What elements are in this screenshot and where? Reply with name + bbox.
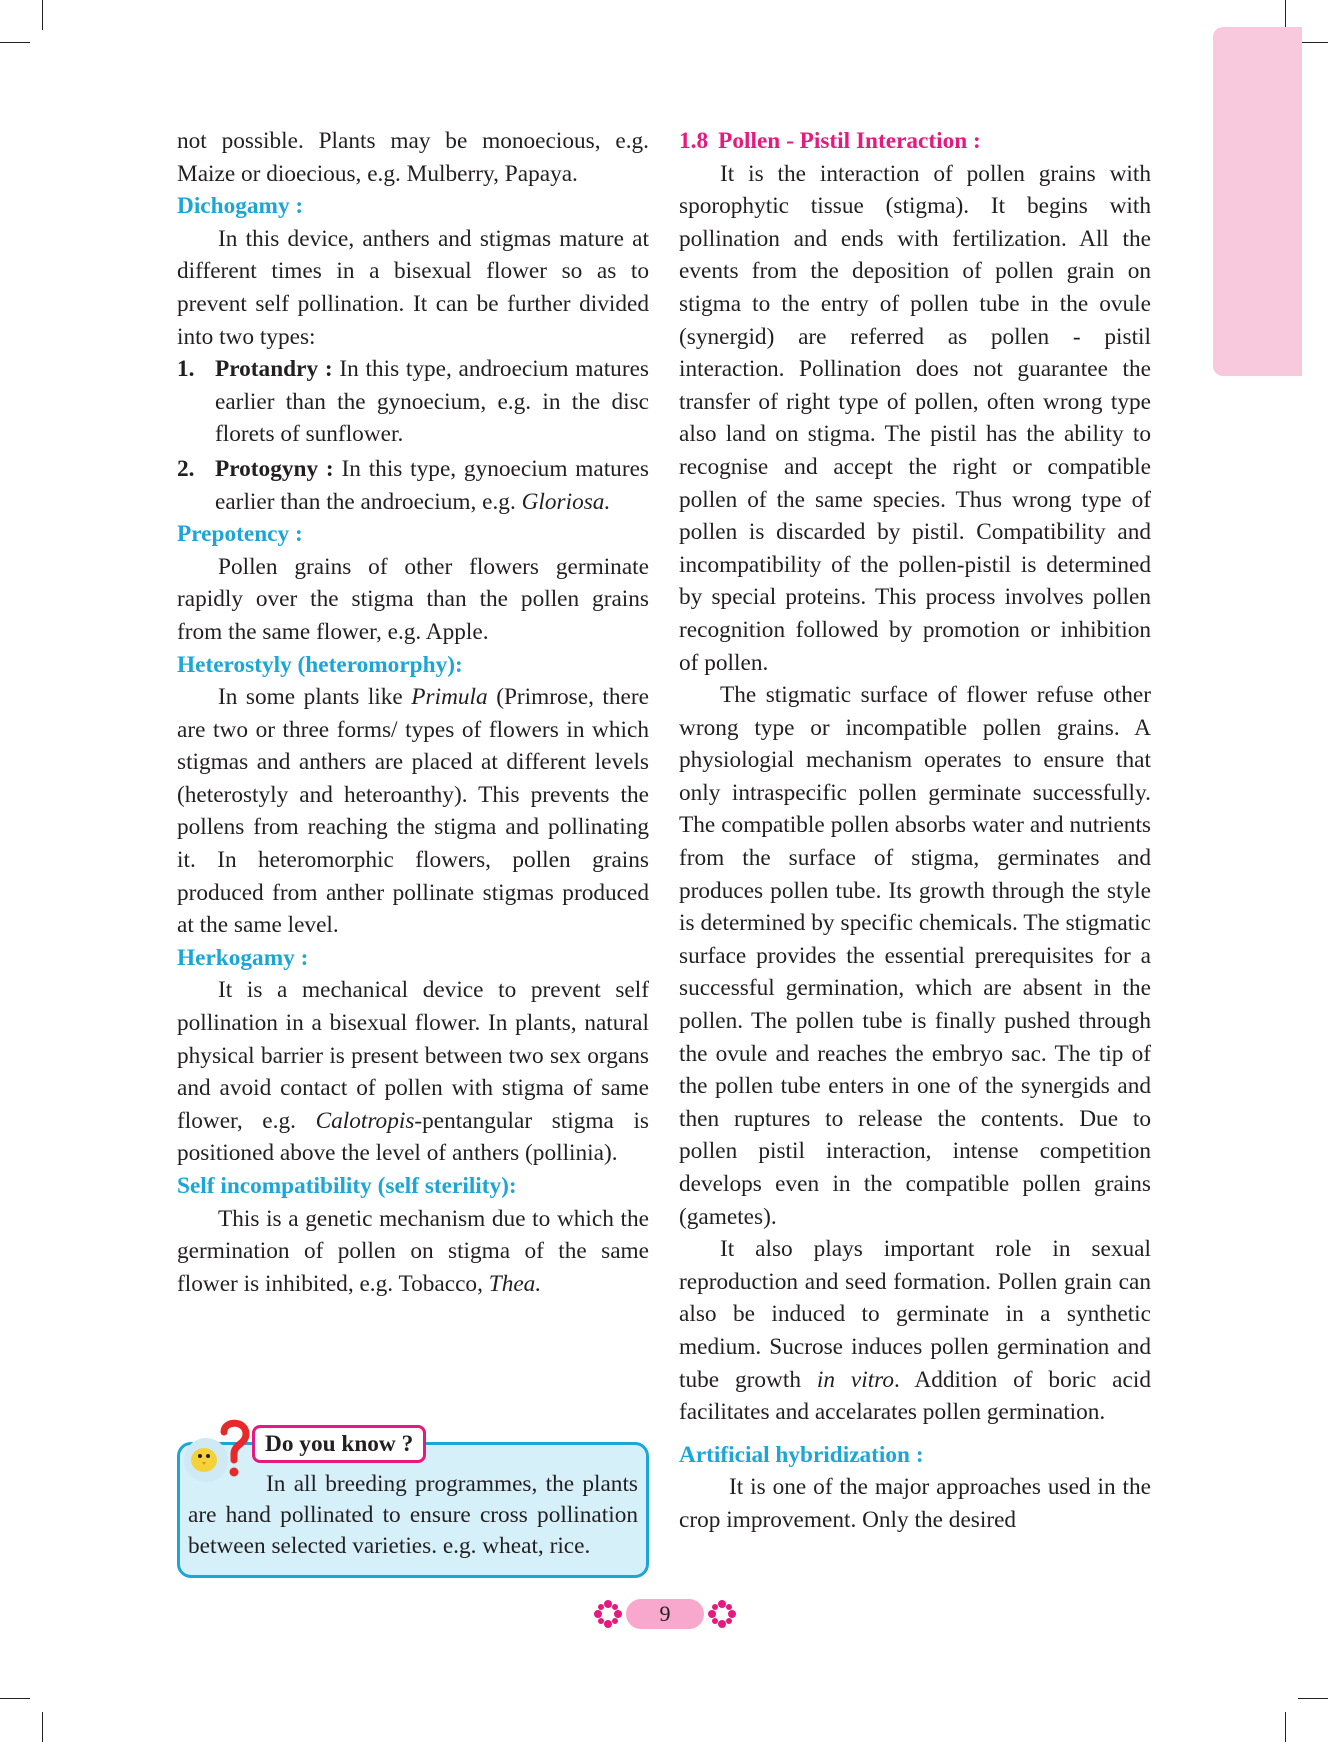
flower-ornament-icon [590, 1596, 626, 1632]
crop-mark [0, 1698, 30, 1699]
flower-ornament-icon [704, 1596, 740, 1632]
list-item-protogyny [177, 453, 649, 518]
do-you-know-text: In all breeding programmes, the plants are hand pollinated to ensure cross pollination between selected varieties. e.g. wheat, rice. [188, 1471, 638, 1559]
right-column [679, 125, 1151, 1537]
heading-artificial-hybridization: Artificial hybridization : [679, 1441, 924, 1468]
page-number-footer [590, 1592, 740, 1636]
herkogamy-paragraph: It is a mechanical device to prevent self pollination in a bisexual flower. In plants, natural physical barrier is present between two sex organs and avoid contact of pollen with stigma of same flower, e.g. Calotropis-pentangular stigma is positioned above the level of anthers (pollinia). [177, 977, 649, 1167]
protogyny-example: Gloriosa. [521, 488, 611, 515]
pollen-pistil-paragraph-2: The stigmatic surface of flower refuse other wrong type or incompatible pollen grains. A physiologial mechanism operates to ensure that only intraspecific pollen germinate successfully. The compatible pollen absorbs water and nutrients from the surface of stigma, germinates and produces pollen tube. Its growth through the style is determined by specific chemicals. The stigmatic surface provides the essential prerequisites for a successful germination, which are absent in the pollen. The pollen tube is finally pushed through the ovule and reaches the embryo sac. The tip of the pollen tube enters in one of the synergids and then ruptures to release the contents. Due to pollen pistil interaction, intense competition develops even in the compatible pollen grains (gametes). [679, 682, 1151, 1230]
section-number: 1.8 [679, 128, 709, 154]
self-incompatibility-paragraph: This is a genetic mechanism due to which the germination of pollen on stigma of the same flower is inhibited, e.g. Tobacco, Thea. [177, 1205, 649, 1297]
pollen-pistil-paragraph-3: It also plays important role in sexual reproduction and seed formation. Pollen grain can also be induced to germinate in a synthetic medium. Sucrose induces pollen germination and tube growth in vitro. Addition of boric acid facilitates and accelarates pollen germination. [679, 1236, 1151, 1426]
term-protandry: Protandry : [215, 356, 333, 383]
dichogamy-paragraph: In this device, anthers and stigmas mature at different times in a bisexual flower so as to prevent self pollination. It can be further divided into two types: [177, 225, 649, 350]
left-column [177, 125, 649, 1300]
chapter-side-tab [1213, 27, 1302, 376]
protogyny-text: In this type, gynoecium matures earlier than the androecium, e.g. [215, 455, 649, 515]
protandry-text: In this type, androecium matures earlier than the gynoecium, e.g. in the disc florets of sunflower. [215, 356, 649, 448]
heterostyly-paragraph: In some plants like Primula (Primrose, there are two or three forms/ types of flowers in which stigmas and anthers are placed at different levels (heterostyly and heteroanthy). This prevents the pollens from reaching the stigma and pollinating it. In heteromorphic flowers, pollen grains produced from anther pollinate stigmas produced at the same level. [177, 684, 649, 939]
list-number: 2. [177, 455, 195, 482]
section-title: Pollen - Pistil Interaction : [718, 128, 981, 154]
section-heading [679, 125, 1151, 158]
heading-self-incompatibility: Self incompatibility (self sterility): [177, 1173, 517, 1199]
crop-mark [1298, 1698, 1328, 1699]
heading-heterostyly: Heterostyly (heteromorphy): [177, 651, 463, 678]
crop-mark [1298, 42, 1328, 43]
list-item-protandry [177, 353, 649, 451]
crop-mark [42, 1712, 43, 1742]
list-number: 1. [177, 356, 195, 383]
crop-mark [42, 0, 43, 30]
crop-mark [1285, 0, 1286, 30]
crop-mark [0, 42, 30, 43]
dichogamy-list [177, 353, 649, 518]
chick-question-icon [182, 1410, 252, 1484]
crop-mark [1285, 1712, 1286, 1742]
heading-herkogamy: Herkogamy : [177, 944, 309, 971]
page-number: 9 [626, 1599, 704, 1629]
heading-dichogamy: Dichogamy : [177, 193, 304, 220]
artificial-hybridization-paragraph: It is one of the major approaches used in the crop improvement. Only the desired [679, 1474, 1151, 1533]
heading-prepotency: Prepotency : [177, 521, 303, 548]
term-protogyny: Protogyny : [215, 455, 334, 482]
do-you-know-box [172, 1410, 652, 1580]
intro-paragraph: not possible. Plants may be monoecious, e.g. Maize or dioecious, e.g. Mulberry, Papaya. [177, 128, 649, 187]
do-you-know-title: Do you know ? [252, 1425, 426, 1463]
prepotency-paragraph: Pollen grains of other flowers germinate rapidly over the stigma than the pollen grains from the same flower, e.g. Apple. [177, 553, 649, 645]
pollen-pistil-paragraph-1: It is the interaction of pollen grains with sporophytic tissue (stigma). It begins with pollination and ends with fertilization. All the events from the deposition of pollen grain on stigma to the entry of pollen tube in the ovule (synergid) are referred as pollen - pistil interaction. Pollination does not guarantee the transfer of right type of pollen, often wrong type also land on stigma. The pistil has the ability to recognise and accept the right or compatible pollen of the same species. Thus wrong type of pollen is discarded by pistil. Compatibility and incompatibility of the pollen-pistil is determined by special proteins. This process involves pollen recognition followed by promotion or inhibition of pollen. [679, 160, 1151, 676]
